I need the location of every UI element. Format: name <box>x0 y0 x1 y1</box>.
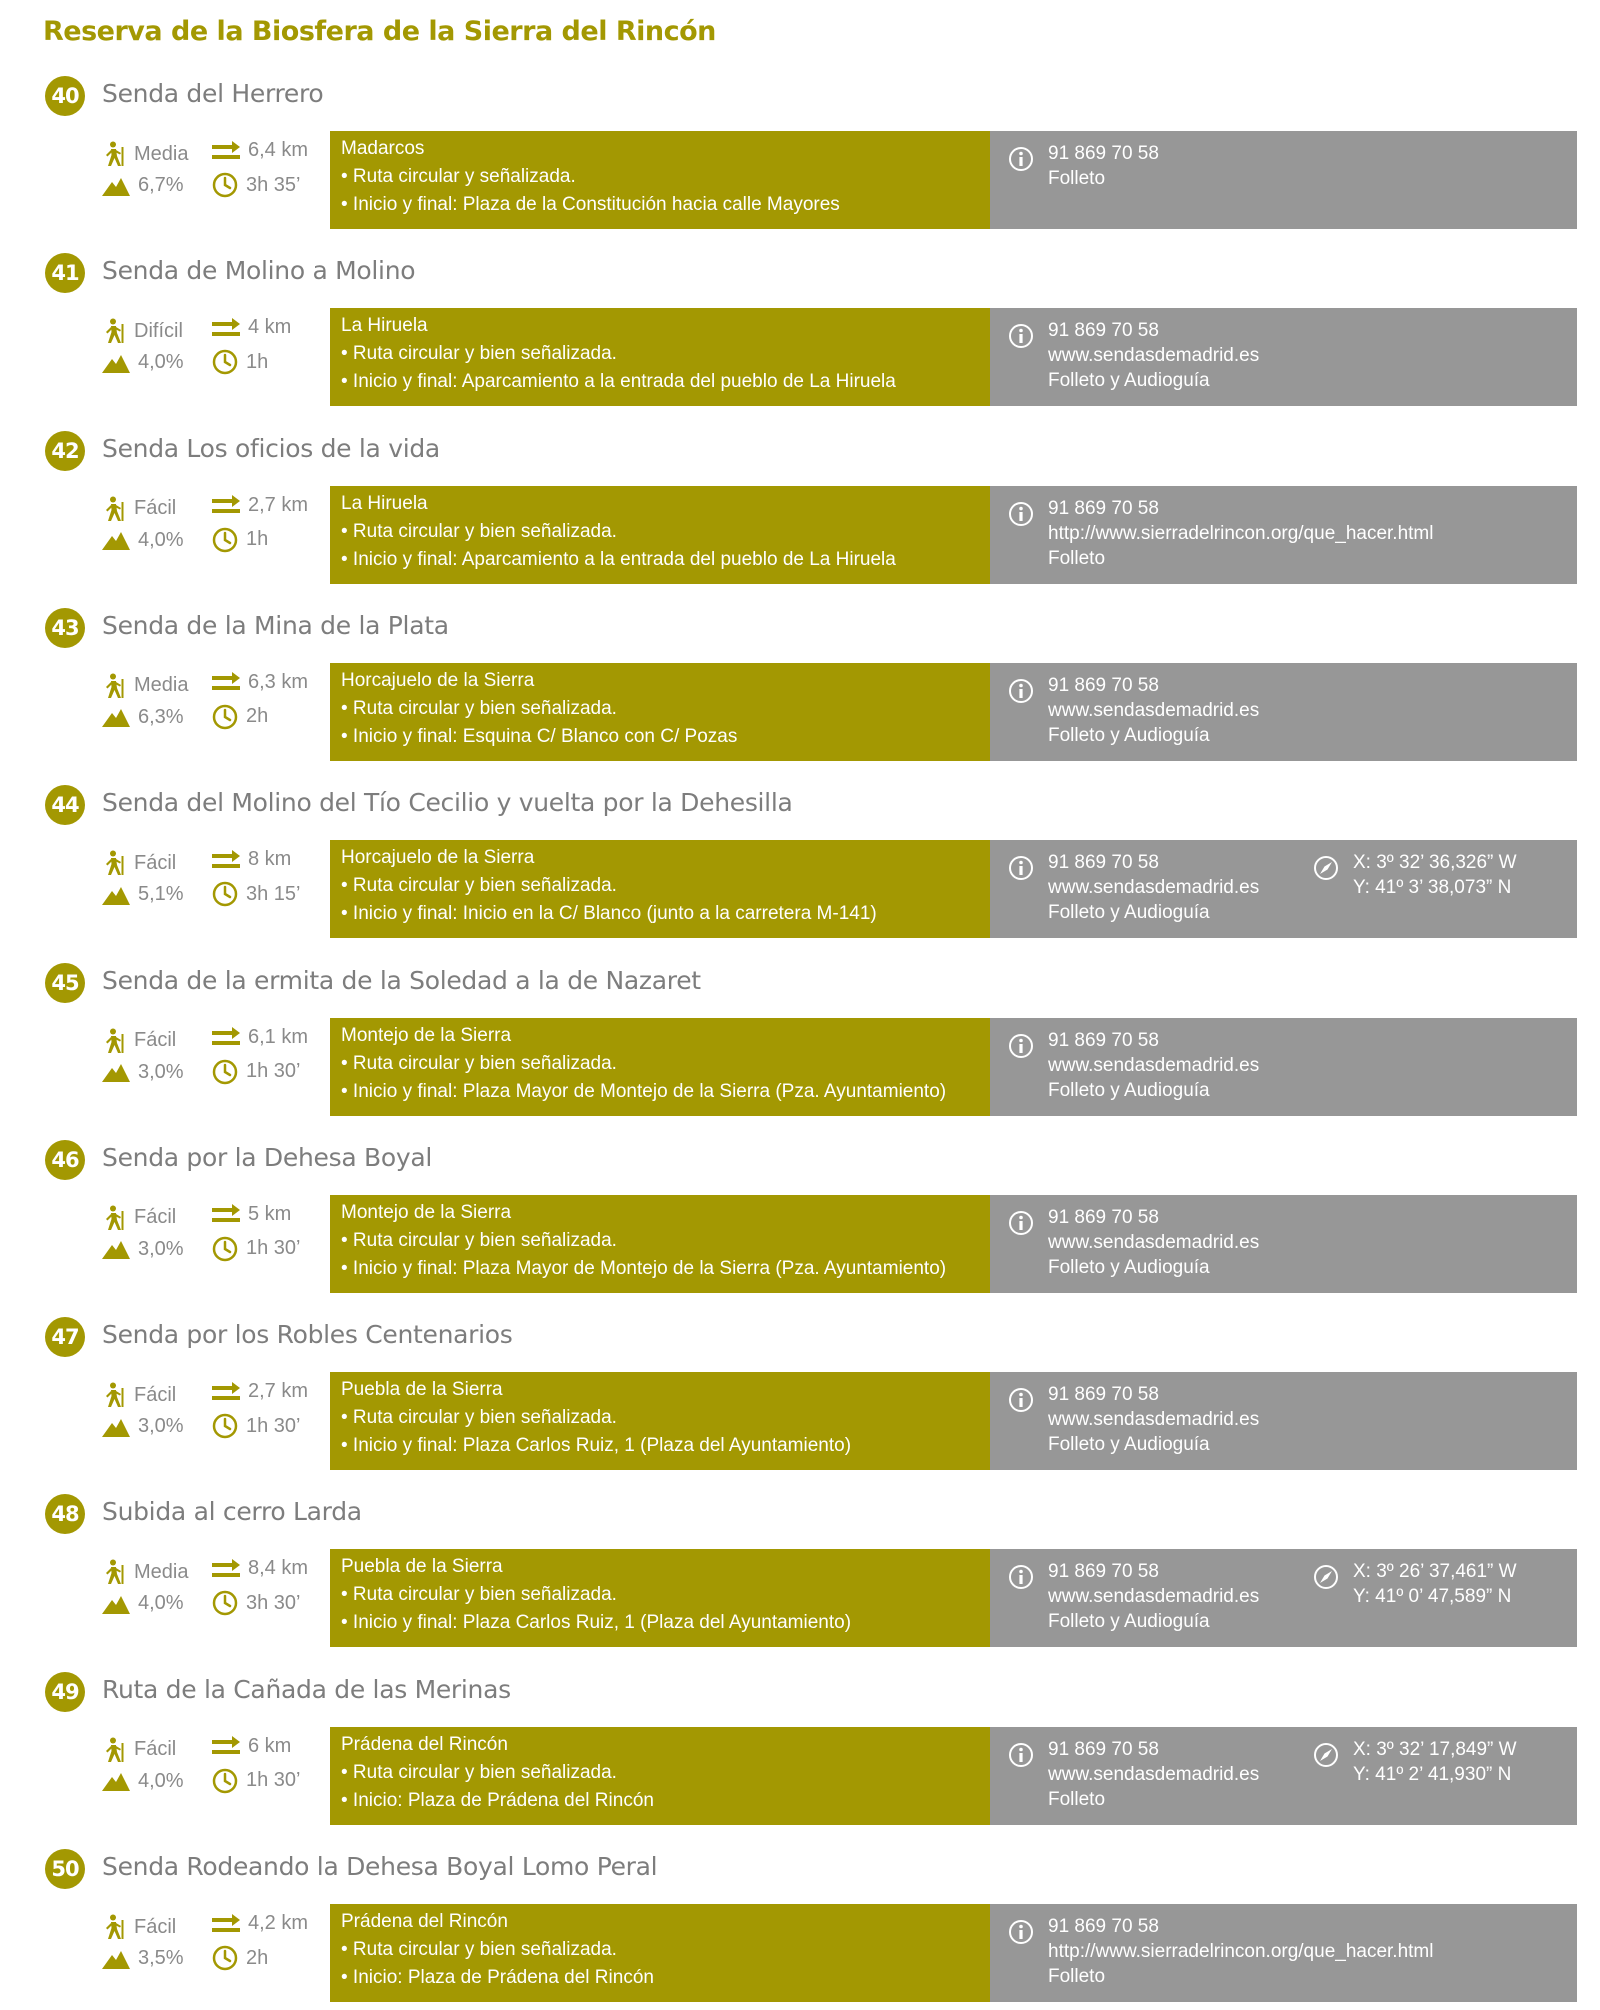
town-name: Prádena del Rincón <box>341 1733 508 1755</box>
slope-value: 3,0% <box>138 1415 184 1438</box>
contact-web-or-brochure: Folleto <box>1048 168 1106 189</box>
distance-arrow-icon <box>212 1204 240 1224</box>
contact-info <box>1048 1914 1433 1989</box>
distance-value: 5 km <box>248 1202 292 1225</box>
hiker-icon <box>102 1382 126 1408</box>
mountain-icon <box>102 1417 130 1437</box>
difficulty-label: Fácil <box>134 497 177 520</box>
route-details-box <box>330 1904 990 2002</box>
duration-stat <box>212 172 301 198</box>
route-title: Senda de la Mina de la Plata <box>102 610 449 640</box>
clock-icon <box>212 527 238 553</box>
route-entry <box>0 1317 1600 1467</box>
contact-web-or-brochure: www.sendasdemadrid.es <box>1048 1231 1260 1253</box>
difficulty-stat <box>102 496 176 522</box>
distance-arrow-icon <box>212 1736 240 1756</box>
route-contact-box <box>990 1195 1577 1293</box>
duration-value: 3h 15’ <box>246 882 301 905</box>
gps-x: X: 3º 26’ 37,461” W <box>1353 1561 1517 1583</box>
slope-value: 3,5% <box>138 1947 184 1969</box>
distance-value: 8 km <box>248 848 292 871</box>
duration-stat <box>212 881 301 907</box>
contact-web-or-brochure: www.sendasdemadrid.es <box>1048 877 1260 899</box>
distance-arrow-icon <box>212 1559 240 1579</box>
duration-value: 2h <box>246 705 269 728</box>
clock-icon <box>212 1590 238 1616</box>
hiker-icon <box>102 318 126 344</box>
route-details-box <box>330 1195 990 1293</box>
distance-stat <box>212 671 308 694</box>
phone-number: 91 869 70 58 <box>1048 143 1159 164</box>
route-contact-box <box>990 1018 1577 1116</box>
mountain-icon <box>102 707 130 727</box>
difficulty-stat <box>102 1028 176 1054</box>
distance-value: 2,7 km <box>248 493 309 516</box>
town-name: La Hiruela <box>341 492 428 514</box>
route-title: Subida al cerro Larda <box>102 1497 362 1527</box>
town-name: Horcajuelo de la Sierra <box>341 847 535 869</box>
contact-resources: Folleto y Audioguía <box>1048 1434 1210 1456</box>
slope-stat <box>102 174 184 197</box>
route-bullet-type: • Ruta circular y bien señalizada. <box>341 697 617 719</box>
phone-number: 91 869 70 58 <box>1048 1029 1159 1051</box>
contact-info <box>1048 850 1259 925</box>
route-number-badge: 41 <box>45 253 85 293</box>
distance-value: 6,1 km <box>248 1025 309 1048</box>
clock-icon <box>212 881 238 907</box>
distance-stat <box>212 1557 308 1580</box>
mountain-icon <box>102 176 130 196</box>
difficulty-label: Fácil <box>134 1029 177 1051</box>
slope-value: 6,7% <box>138 174 184 196</box>
gps-coordinates <box>1353 850 1517 900</box>
duration-stat <box>212 1590 301 1616</box>
distance-stat <box>212 139 308 162</box>
slope-value: 4,0% <box>138 1592 184 1615</box>
slope-value: 4,0% <box>138 1769 184 1792</box>
compass-icon <box>1313 1564 1339 1596</box>
slope-stat <box>102 529 184 552</box>
slope-stat <box>102 1238 184 1261</box>
difficulty-label: Media <box>134 674 189 697</box>
clock-icon <box>212 172 238 198</box>
clock-icon <box>212 349 238 375</box>
phone-number: 91 869 70 58 <box>1048 1384 1159 1406</box>
hiker-icon <box>102 1737 126 1763</box>
difficulty-stat <box>102 318 183 344</box>
route-contact-box <box>990 308 1577 406</box>
clock-icon <box>212 1413 238 1439</box>
mountain-icon <box>102 1594 130 1614</box>
phone-number: 91 869 70 58 <box>1048 1561 1159 1583</box>
route-number-badge: 43 <box>45 608 85 648</box>
duration-value: 1h <box>246 528 269 551</box>
gps-y: Y: 41º 3’ 38,073” N <box>1353 877 1512 899</box>
compass-icon <box>1313 855 1339 887</box>
info-icon <box>1008 678 1034 710</box>
route-entry <box>0 1849 1600 1999</box>
town-name: Puebla de la Sierra <box>341 1556 503 1578</box>
contact-resources: Folleto y Audioguía <box>1048 902 1210 924</box>
route-contact-box <box>990 1372 1577 1470</box>
distance-value: 6 km <box>248 1734 292 1757</box>
slope-stat <box>102 1415 184 1438</box>
phone-number: 91 869 70 58 <box>1048 852 1159 874</box>
duration-value: 1h 30’ <box>246 1414 301 1437</box>
slope-stat <box>102 351 184 374</box>
route-entry <box>0 1494 1600 1644</box>
contact-web-or-brochure: http://www.sierradelrincon.org/que_hacer.html <box>1048 1941 1434 1962</box>
info-icon <box>1008 1919 1034 1951</box>
route-entry <box>0 253 1600 403</box>
distance-stat <box>212 1026 308 1049</box>
contact-info <box>1048 1382 1259 1457</box>
contact-resources: Folleto y Audioguía <box>1048 1079 1210 1101</box>
gps-y: Y: 41º 0’ 47,589” N <box>1353 1586 1512 1608</box>
route-contact-box <box>990 1727 1577 1825</box>
hiker-icon <box>102 850 126 876</box>
gps-coordinates <box>1353 1737 1517 1787</box>
slope-value: 5,1% <box>138 883 184 906</box>
phone-number: 91 869 70 58 <box>1048 674 1159 696</box>
distance-arrow-icon <box>212 850 240 870</box>
duration-stat <box>212 1413 301 1439</box>
route-number-badge: 48 <box>45 1494 85 1534</box>
info-icon <box>1008 1742 1034 1774</box>
compass-icon <box>1313 1742 1339 1774</box>
town-name: Madarcos <box>341 138 425 159</box>
difficulty-label: Media <box>134 1560 189 1583</box>
distance-stat <box>212 1735 291 1758</box>
route-bullet-type: • Ruta circular y bien señalizada. <box>341 1761 617 1783</box>
town-name: Puebla de la Sierra <box>341 1379 503 1401</box>
contact-info <box>1048 1559 1259 1634</box>
route-title: Senda por la Dehesa Boyal <box>102 1142 432 1172</box>
distance-stat <box>212 316 291 339</box>
phone-number: 91 869 70 58 <box>1048 497 1159 519</box>
contact-info <box>1048 673 1259 748</box>
duration-value: 1h 30’ <box>246 1769 301 1792</box>
route-entry <box>0 1140 1600 1290</box>
distance-arrow-icon <box>212 1027 240 1047</box>
clock-icon <box>212 704 238 730</box>
route-bullet-start: • Inicio y final: Aparcamiento a la entrada del pueblo de La Hiruela <box>341 548 896 570</box>
route-bullet-start: • Inicio y final: Esquina C/ Blanco con C/ Pozas <box>341 725 738 747</box>
clock-icon <box>212 1945 238 1971</box>
distance-stat <box>212 848 291 871</box>
route-bullet-type: • Ruta circular y señalizada. <box>341 166 576 187</box>
town-name: Montejo de la Sierra <box>341 1024 512 1046</box>
route-bullet-type: • Ruta circular y bien señalizada. <box>341 1584 617 1606</box>
phone-number: 91 869 70 58 <box>1048 1738 1159 1760</box>
slope-value: 3,0% <box>138 1060 184 1083</box>
clock-icon <box>212 1768 238 1794</box>
duration-stat <box>212 1945 268 1971</box>
difficulty-stat <box>102 850 176 876</box>
gps-y: Y: 41º 2’ 41,930” N <box>1353 1763 1512 1785</box>
route-entry <box>0 1672 1600 1822</box>
hiker-icon <box>102 1914 126 1940</box>
mountain-icon <box>102 353 130 373</box>
distance-arrow-icon <box>212 318 240 338</box>
phone-number: 91 869 70 58 <box>1048 1916 1159 1937</box>
distance-stat <box>212 494 308 517</box>
route-contact-box <box>990 486 1577 584</box>
info-icon <box>1008 1033 1034 1065</box>
info-icon <box>1008 855 1034 887</box>
duration-stat <box>212 704 268 730</box>
route-bullet-start: • Inicio y final: Plaza Mayor de Montejo de la Sierra (Pza. Ayuntamiento) <box>341 1080 947 1102</box>
info-icon <box>1008 146 1034 178</box>
route-number-badge: 45 <box>45 963 85 1003</box>
hiker-icon <box>102 141 126 167</box>
slope-value: 3,0% <box>138 1237 184 1260</box>
hiker-icon <box>102 673 126 699</box>
distance-arrow-icon <box>212 1382 240 1402</box>
route-bullet-start: • Inicio y final: Plaza Carlos Ruiz, 1 (Plaza del Ayuntamiento) <box>341 1612 852 1634</box>
route-contact-box <box>990 1549 1577 1647</box>
slope-stat <box>102 883 184 906</box>
contact-web-or-brochure: www.sendasdemadrid.es <box>1048 345 1260 367</box>
contact-resources: Folleto <box>1048 547 1106 569</box>
clock-icon <box>212 1059 238 1085</box>
difficulty-stat <box>102 1559 188 1585</box>
difficulty-label: Fácil <box>134 1915 177 1938</box>
hiker-icon <box>102 496 126 522</box>
distance-value: 2,7 km <box>248 1380 309 1403</box>
route-bullet-type: • Ruta circular y bien señalizada. <box>341 1052 617 1074</box>
hiker-icon <box>102 1028 126 1054</box>
route-title: Senda del Herrero <box>102 79 324 108</box>
difficulty-label: Fácil <box>134 1738 177 1761</box>
contact-web-or-brochure: www.sendasdemadrid.es <box>1048 1763 1260 1785</box>
distance-arrow-icon <box>212 495 240 515</box>
route-bullet-start: • Inicio y final: Plaza de la Constitución hacia calle Mayores <box>341 194 840 215</box>
slope-stat <box>102 1770 184 1793</box>
mountain-icon <box>102 1949 130 1969</box>
contact-info <box>1048 318 1259 393</box>
route-entry <box>0 76 1600 226</box>
clock-icon <box>212 1236 238 1262</box>
route-contact-box <box>990 131 1577 229</box>
route-details-box <box>330 1727 990 1825</box>
contact-info <box>1048 1737 1259 1812</box>
distance-stat <box>212 1203 291 1226</box>
duration-stat <box>212 1059 301 1085</box>
slope-value: 4,0% <box>138 351 184 374</box>
distance-arrow-icon <box>212 1914 240 1934</box>
route-bullet-type: • Ruta circular y bien señalizada. <box>341 1939 617 1960</box>
route-title: Senda Rodeando la Dehesa Boyal Lomo Peral <box>102 1852 658 1881</box>
mountain-icon <box>102 1771 130 1791</box>
route-bullet-type: • Ruta circular y bien señalizada. <box>341 1229 617 1251</box>
route-details-box <box>330 308 990 406</box>
route-bullet-start: • Inicio y final: Aparcamiento a la entrada del pueblo de La Hiruela <box>341 371 896 393</box>
info-icon <box>1008 501 1034 533</box>
route-bullet-start: • Inicio y final: Plaza Carlos Ruiz, 1 (Plaza del Ayuntamiento) <box>341 1435 852 1457</box>
info-icon <box>1008 1387 1034 1419</box>
distance-arrow-icon <box>212 672 240 692</box>
route-details-box <box>330 1372 990 1470</box>
hiker-icon <box>102 1205 126 1231</box>
hiker-icon <box>102 1559 126 1585</box>
distance-value: 8,4 km <box>248 1557 309 1580</box>
duration-value: 1h <box>246 350 269 373</box>
info-icon <box>1008 1210 1034 1242</box>
phone-number: 91 869 70 58 <box>1048 320 1159 342</box>
route-number-badge: 40 <box>45 76 85 116</box>
mountain-icon <box>102 530 130 550</box>
distance-value: 4,2 km <box>248 1912 309 1934</box>
contact-resources: Folleto <box>1048 1966 1106 1987</box>
route-details-box <box>330 486 990 584</box>
route-title: Senda Los oficios de la vida <box>102 433 440 463</box>
contact-resources: Folleto y Audioguía <box>1048 1256 1210 1278</box>
distance-value: 6,4 km <box>248 139 309 161</box>
route-bullet-start: • Inicio y final: Inicio en la C/ Blanco (junto a la carretera M-141) <box>341 903 877 925</box>
route-number-badge: 47 <box>45 1317 85 1357</box>
info-icon <box>1008 1564 1034 1596</box>
route-details-box <box>330 131 990 229</box>
duration-value: 3h 35’ <box>246 173 301 196</box>
route-bullet-start: • Inicio y final: Plaza Mayor de Montejo de la Sierra (Pza. Ayuntamiento) <box>341 1257 947 1279</box>
contact-web-or-brochure: www.sendasdemadrid.es <box>1048 699 1260 721</box>
mountain-icon <box>102 885 130 905</box>
town-name: La Hiruela <box>341 315 428 337</box>
route-bullet-type: • Ruta circular y bien señalizada. <box>341 875 617 897</box>
route-bullet-type: • Ruta circular y bien señalizada. <box>341 520 617 542</box>
contact-web-or-brochure: www.sendasdemadrid.es <box>1048 1054 1260 1076</box>
slope-stat <box>102 1592 184 1615</box>
contact-resources: Folleto y Audioguía <box>1048 724 1210 746</box>
route-details-box <box>330 663 990 761</box>
route-details-box <box>330 840 990 938</box>
contact-info <box>1048 141 1159 191</box>
gps-coordinates <box>1353 1559 1517 1609</box>
slope-value: 4,0% <box>138 528 184 551</box>
difficulty-label: Fácil <box>134 1383 177 1406</box>
contact-web-or-brochure: http://www.sierradelrincon.org/que_hacer.html <box>1048 522 1434 544</box>
gps-x: X: 3º 32’ 36,326” W <box>1353 852 1517 874</box>
contact-info <box>1048 1205 1259 1280</box>
gps-x: X: 3º 32’ 17,849” W <box>1353 1738 1517 1760</box>
route-bullet-type: • Ruta circular y bien señalizada. <box>341 343 617 365</box>
difficulty-label: Fácil <box>134 1206 177 1229</box>
route-details-box <box>330 1018 990 1116</box>
contact-resources: Folleto y Audioguía <box>1048 1611 1210 1633</box>
phone-number: 91 869 70 58 <box>1048 1206 1159 1228</box>
distance-arrow-icon <box>212 141 240 161</box>
town-name: Prádena del Rincón <box>341 1911 508 1932</box>
route-title: Senda del Molino del Tío Cecilio y vuelta por la Dehesilla <box>102 788 793 818</box>
difficulty-label: Difícil <box>134 319 183 342</box>
duration-value: 1h 30’ <box>246 1237 301 1260</box>
route-title: Senda por los Robles Centenarios <box>102 1320 513 1350</box>
duration-stat <box>212 349 268 375</box>
route-number-badge: 44 <box>45 785 85 825</box>
duration-value: 2h <box>246 1946 269 1969</box>
route-number-badge: 46 <box>45 1140 85 1180</box>
route-title: Ruta de la Cañada de las Merinas <box>102 1674 511 1704</box>
contact-web-or-brochure: www.sendasdemadrid.es <box>1048 1409 1260 1431</box>
duration-stat <box>212 1236 301 1262</box>
duration-value: 3h 30’ <box>246 1591 301 1614</box>
route-contact-box <box>990 840 1577 938</box>
route-bullet-type: • Ruta circular y bien señalizada. <box>341 1407 617 1429</box>
route-details-box <box>330 1549 990 1647</box>
slope-stat <box>102 1947 184 1970</box>
distance-value: 4 km <box>248 316 292 339</box>
contact-resources: Folleto <box>1048 1788 1106 1810</box>
contact-info <box>1048 1028 1259 1103</box>
distance-stat <box>212 1912 308 1935</box>
route-bullet-start: • Inicio: Plaza de Prádena del Rincón <box>341 1967 654 1988</box>
difficulty-label: Media <box>134 142 189 165</box>
distance-stat <box>212 1380 308 1403</box>
route-number-badge: 50 <box>45 1849 85 1889</box>
route-entry <box>0 963 1600 1113</box>
duration-stat <box>212 527 268 553</box>
route-title: Senda de la ermita de la Soledad a la de Nazaret <box>102 965 701 995</box>
difficulty-stat <box>102 1382 176 1408</box>
route-entry <box>0 431 1600 581</box>
mountain-icon <box>102 1062 130 1082</box>
mountain-icon <box>102 1239 130 1259</box>
page-title: Reserva de la Biosfera de la Sierra del Rincón <box>43 16 716 47</box>
info-icon <box>1008 323 1034 355</box>
slope-value: 6,3% <box>138 705 184 728</box>
route-entry <box>0 608 1600 758</box>
duration-value: 1h 30’ <box>246 1060 301 1082</box>
route-contact-box <box>990 1904 1577 2002</box>
contact-web-or-brochure: www.sendasdemadrid.es <box>1048 1586 1260 1608</box>
route-contact-box <box>990 663 1577 761</box>
town-name: Montejo de la Sierra <box>341 1201 512 1223</box>
route-bullet-start: • Inicio: Plaza de Prádena del Rincón <box>341 1789 654 1811</box>
route-entry <box>0 785 1600 935</box>
difficulty-stat <box>102 1914 176 1940</box>
slope-stat <box>102 1061 184 1084</box>
difficulty-stat <box>102 141 188 167</box>
difficulty-label: Fácil <box>134 851 177 874</box>
distance-value: 6,3 km <box>248 670 309 693</box>
town-name: Horcajuelo de la Sierra <box>341 669 535 691</box>
difficulty-stat <box>102 1205 176 1231</box>
contact-resources: Folleto y Audioguía <box>1048 370 1210 392</box>
difficulty-stat <box>102 673 188 699</box>
route-number-badge: 42 <box>45 431 85 471</box>
slope-stat <box>102 706 184 729</box>
route-number-badge: 49 <box>45 1672 85 1712</box>
contact-info <box>1048 496 1433 571</box>
duration-stat <box>212 1768 301 1794</box>
difficulty-stat <box>102 1737 176 1763</box>
route-title: Senda de Molino a Molino <box>102 256 416 286</box>
